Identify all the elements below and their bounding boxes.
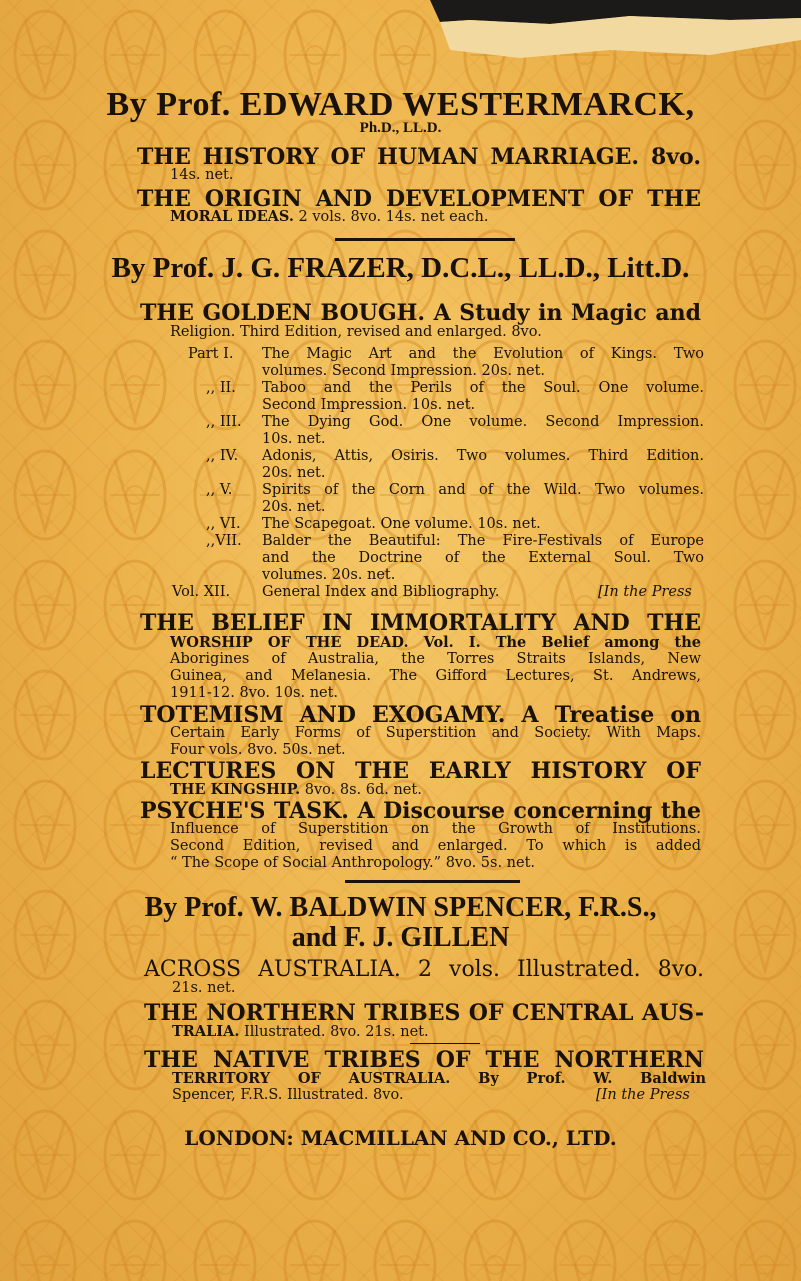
part-line: volumes. 20s. net.: [262, 567, 396, 583]
westermarck-degrees: Ph.D., LL.D.: [359, 120, 442, 136]
book-line: 1911-12. 8vo. 10s. net.: [170, 685, 339, 701]
publisher-footer: LONDON: MACMILLAN AND CO., LTD.: [184, 1126, 617, 1150]
part-line: The Scapegoat. One volume. 10s. net.: [262, 516, 541, 532]
book-line: Four vols. 8vo. 50s. net.: [170, 742, 346, 758]
spencer-heading: By Prof. W. BALDWIN SPENCER, F.R.S.,: [144, 892, 657, 923]
part-label: ,, III.: [206, 414, 242, 430]
book-price: 21s. net.: [172, 980, 236, 996]
book-line: WORSHIP OF THE DEAD. Vol. I. The Belief among the: [170, 634, 701, 651]
book-line-bold: THE KINGSHIP.: [170, 781, 301, 798]
part-line: and the Doctrine of the External Soul. Two: [262, 550, 704, 566]
book-line: Certain Early Forms of Superstition and Society. With Maps.: [170, 725, 701, 741]
book-title-history-of-marriage: THE HISTORY OF HUMAN MARRIAGE. 8vo.: [137, 144, 701, 170]
book-line: [170, 781, 422, 798]
book-line-rest: 8vo. 8s. 6d. net.: [304, 782, 422, 798]
small-divider: [410, 1043, 480, 1044]
book-subtitle-bold: TRALIA.: [172, 1023, 240, 1040]
golden-bough-subtitle: Religion. Third Edition, revised and enlarged. 8vo.: [170, 324, 542, 340]
part-line: 10s. net.: [262, 431, 326, 447]
part-line: Adonis, Attis, Osiris. Two volumes. Third Edition.: [262, 448, 704, 464]
part-line: Balder the Beautiful: The Fire-Festivals of Europe: [262, 533, 704, 549]
book-line: “ The Scope of Social Anthropology.” 8vo. 5s. net.: [170, 855, 536, 871]
part-label: Part I.: [188, 346, 234, 362]
part-label: ,,VII.: [206, 533, 242, 549]
part-label: ,, IV.: [206, 448, 239, 464]
part-line: General Index and Bibliography.: [262, 584, 500, 600]
part-label: Vol. XII.: [172, 584, 231, 600]
westermarck-heading: By Prof. EDWARD WESTERMARCK,: [106, 86, 695, 123]
book-line: Aborigines of Australia, the Torres Straits Islands, New: [170, 651, 701, 667]
book-line: Influence of Superstition on the Growth of Institutions.: [170, 821, 701, 837]
book-subtitle: [172, 1023, 429, 1040]
book-subtitle-rest: 2 vols. 8vo. 14s. net each.: [298, 209, 489, 225]
frazer-heading: By Prof. J. G. FRAZER, D.C.L., LL.D., Litt.D.: [111, 252, 690, 284]
book-title-psyches-task: PSYCHE'S TASK. A Discourse concerning the: [140, 798, 701, 824]
book-title-northern-tribes: THE NORTHERN TRIBES OF CENTRAL AUS-: [144, 1000, 704, 1026]
book-title-golden-bough: THE GOLDEN BOUGH. A Study in Magic and: [140, 300, 701, 326]
book-title-totemism: TOTEMISM AND EXOGAMY. A Treatise on: [140, 702, 701, 728]
part-label: ,, VI.: [206, 516, 241, 532]
book-title-belief-immortality: THE BELIEF IN IMMORTALITY AND THE: [140, 610, 701, 636]
book-title-origin-moral-ideas: THE ORIGIN AND DEVELOPMENT OF THE: [137, 186, 701, 212]
book-line: Spencer, F.R.S. Illustrated. 8vo.: [172, 1087, 404, 1103]
in-press-note: [In the Press: [598, 584, 692, 600]
book-title-across-australia: [144, 957, 704, 982]
part-line: Spirits of the Corn and of the Wild. Two volumes.: [262, 482, 704, 498]
book-title-native-tribes: THE NATIVE TRIBES OF THE NORTHERN: [144, 1047, 704, 1073]
book-line: Second Edition, revised and enlarged. To which is added: [170, 838, 701, 854]
part-line: volumes. Second Impression. 20s. net.: [262, 363, 546, 379]
spencer-heading-2: and F. J. GILLEN: [291, 922, 510, 953]
book-line: Guinea, and Melanesia. The Gifford Lectures, St. Andrews,: [170, 668, 701, 684]
book-title-lectures: LECTURES ON THE EARLY HISTORY OF: [140, 758, 701, 784]
part-line: Second Impression. 10s. net.: [262, 397, 476, 413]
book-subtitle-bold: MORAL IDEAS.: [170, 208, 294, 225]
in-press-note: [In the Press: [596, 1087, 690, 1103]
section-divider: [345, 880, 520, 883]
book-subtitle-rest: Illustrated. 8vo. 21s. net.: [243, 1024, 429, 1040]
section-divider: [335, 238, 515, 241]
book-line: TERRITORY OF AUSTRALIA. By Prof. W. Baldwin: [172, 1070, 706, 1087]
book-price: 14s. net.: [170, 167, 234, 183]
book-subtitle: [170, 208, 488, 225]
across-title-text: ACROSS AUSTRALIA. 2 vols. Illustrated. 8vo.: [144, 957, 704, 982]
part-line: 20s. net.: [262, 465, 326, 481]
part-line: 20s. net.: [262, 499, 326, 515]
part-line: The Dying God. One volume. Second Impression.: [262, 414, 704, 430]
part-label: ,, II.: [206, 380, 236, 396]
part-line: The Magic Art and the Evolution of Kings. Two: [262, 346, 704, 362]
part-label: ,, V.: [206, 482, 233, 498]
part-line: Taboo and the Perils of the Soul. One volume.: [262, 380, 704, 396]
